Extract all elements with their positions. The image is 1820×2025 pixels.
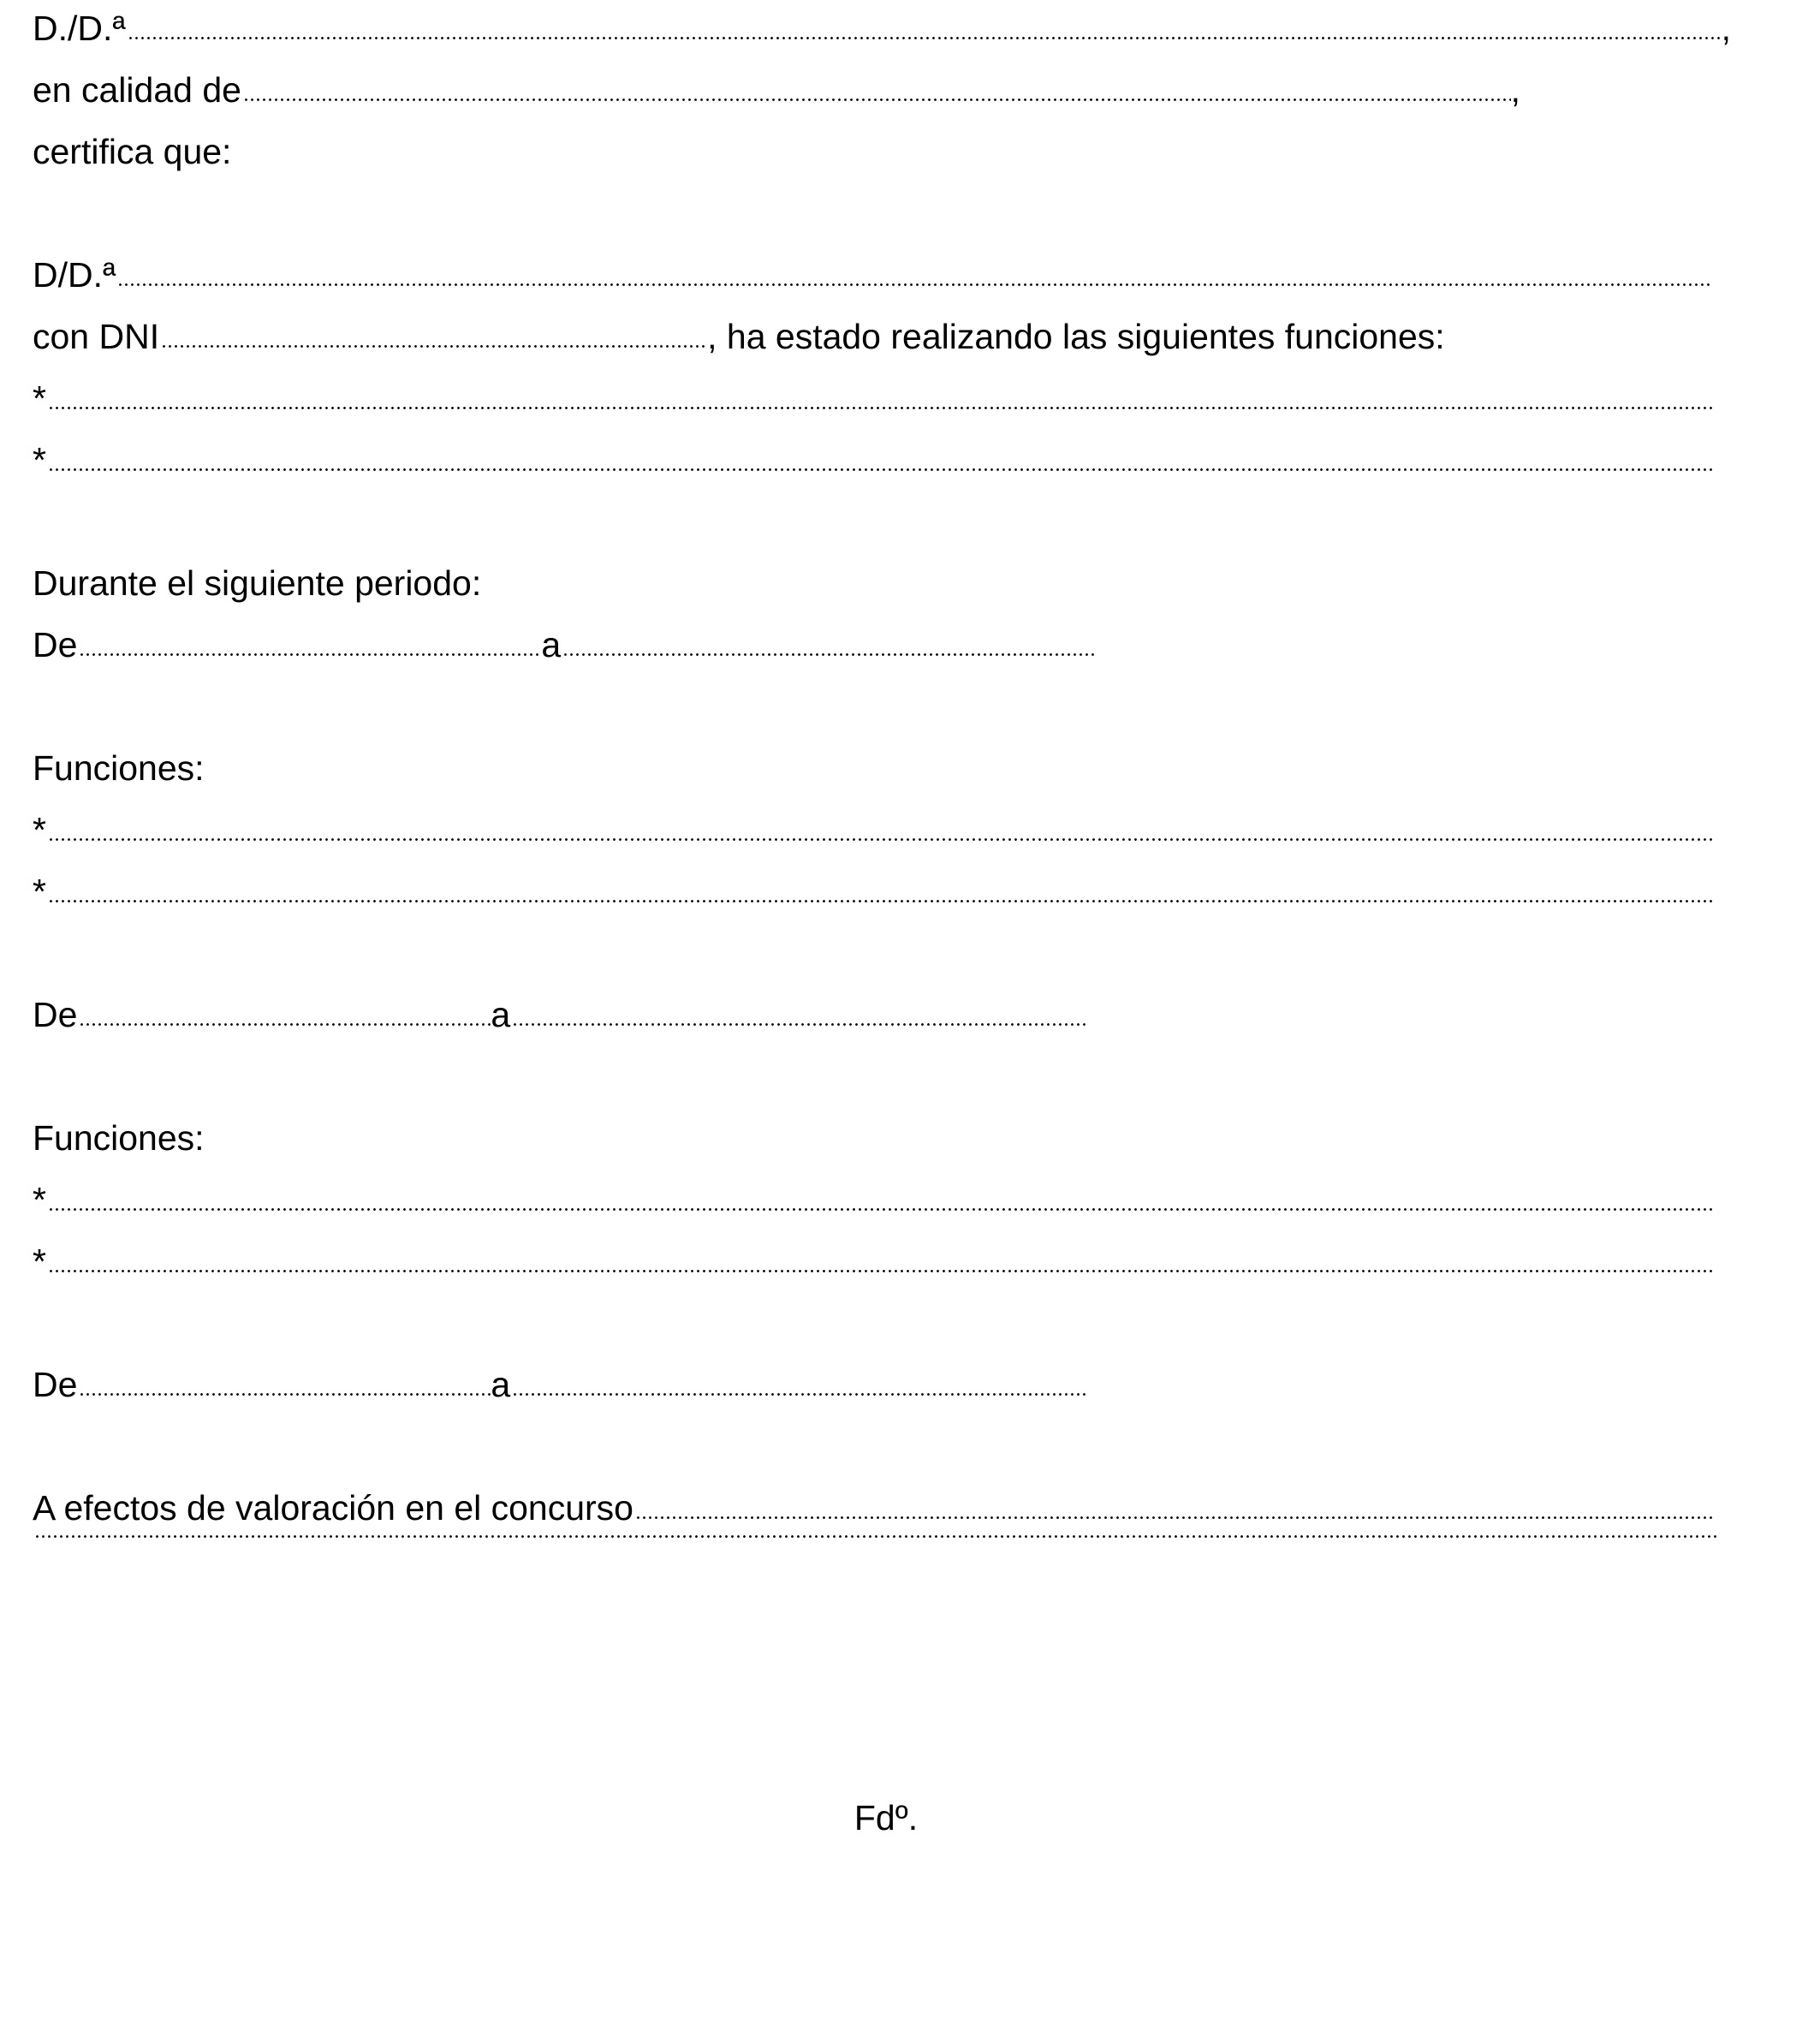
certifier-role-label: en calidad de (33, 70, 241, 110)
bullet: * (33, 810, 46, 849)
certifier-role-field[interactable] (241, 68, 1511, 111)
period-from-label: De (33, 995, 78, 1034)
period-1-to-field[interactable] (561, 623, 1095, 666)
bullet: * (33, 378, 46, 418)
functions-1-field-2[interactable] (46, 870, 1712, 913)
period-intro-line (33, 562, 481, 605)
functions-label: Funciones: (33, 748, 205, 788)
period-2-line (33, 993, 1085, 1036)
current-function-field-1[interactable] (46, 377, 1712, 420)
period-2-from-field[interactable] (77, 993, 491, 1036)
employee-dni-line (33, 315, 1445, 358)
functions-1-line-2 (33, 870, 1712, 913)
current-function-line-1 (33, 377, 1712, 420)
period-3-to-field[interactable] (510, 1363, 1085, 1406)
certifier-role-line (33, 68, 1520, 111)
certifies-line (33, 130, 231, 173)
certifies-text: certifica que: (33, 132, 232, 171)
period-1-line (33, 623, 1095, 666)
period-1-from-field[interactable] (77, 623, 541, 666)
employee-name-label: D/D.ª (33, 255, 116, 295)
period-from-label: De (33, 1365, 78, 1404)
bullet: * (33, 440, 46, 479)
employee-name-field[interactable] (116, 253, 1712, 296)
functions-label: Funciones: (33, 1118, 205, 1158)
certifier-name-comma: , (1721, 9, 1731, 48)
employee-name-line (33, 253, 1712, 296)
functions-2-line-1 (33, 1178, 1712, 1221)
purpose-line (33, 1486, 1716, 1529)
functions-1-line-1 (33, 808, 1712, 851)
functions-2-field-1[interactable] (46, 1178, 1712, 1221)
period-to-label: a (491, 1365, 511, 1404)
functions-2-line-2 (33, 1240, 1712, 1283)
bullet: * (33, 1180, 46, 1219)
employee-dni-tail: , ha estado realizando las siguientes funciones: (707, 317, 1445, 356)
current-function-line-2 (33, 438, 1712, 481)
signature-label: Fdº. (853, 1798, 919, 1837)
purpose-label: A efectos de valoración en el concurso (33, 1488, 633, 1528)
functions-2-heading-line (33, 1117, 205, 1159)
period-from-label: De (33, 625, 78, 664)
current-function-field-2[interactable] (46, 438, 1712, 481)
certifier-name-field[interactable] (126, 7, 1722, 50)
period-3-line (33, 1363, 1085, 1406)
period-to-label: a (541, 625, 562, 664)
functions-1-heading-line (33, 747, 205, 789)
certifier-role-comma: , (1510, 70, 1520, 110)
employee-dni-field[interactable] (159, 315, 707, 358)
period-to-label: a (491, 995, 511, 1034)
employee-dni-label: con DNI (33, 317, 160, 356)
period-2-to-field[interactable] (510, 993, 1085, 1036)
certifier-name-line (33, 7, 1731, 50)
functions-1-field-1[interactable] (46, 808, 1712, 851)
functions-2-field-2[interactable] (46, 1240, 1712, 1283)
bullet: * (33, 872, 46, 911)
period-3-from-field[interactable] (77, 1363, 491, 1406)
purpose-field[interactable] (633, 1486, 1716, 1529)
bullet: * (33, 1242, 46, 1281)
certifier-name-label: D./D.ª (33, 9, 126, 48)
period-intro-text: Durante el siguiente periodo: (33, 563, 482, 603)
